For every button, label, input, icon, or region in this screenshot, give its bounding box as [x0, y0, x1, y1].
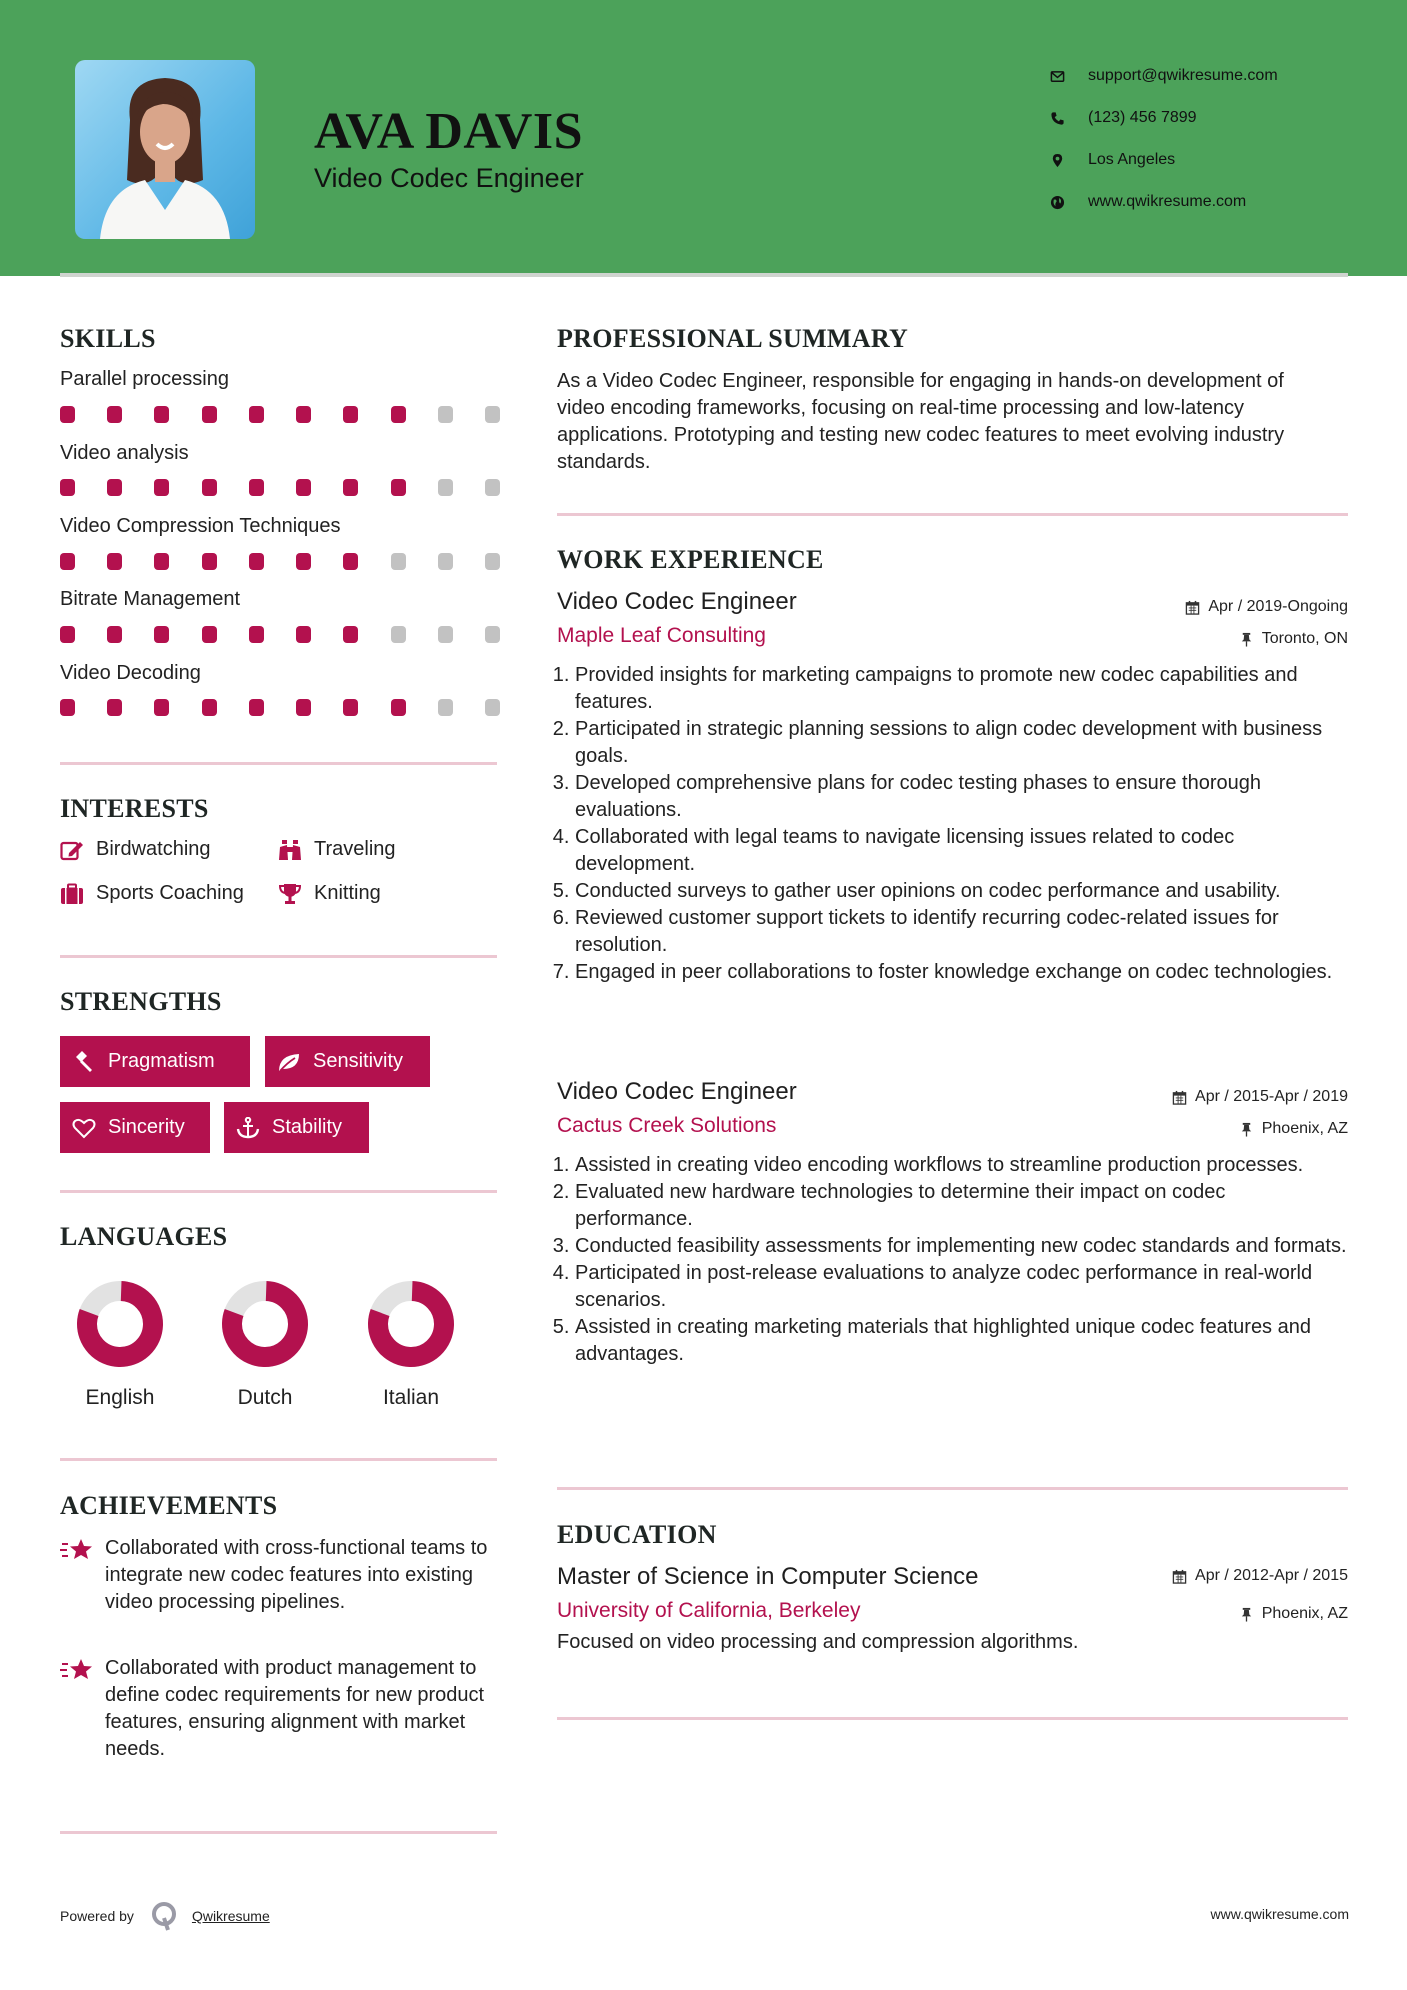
rating-dot-filled — [296, 626, 311, 643]
rating-dot-filled — [107, 626, 122, 643]
rating-dot-filled — [343, 406, 358, 423]
job-entry — [557, 1078, 1348, 1368]
interest-label: Knitting — [314, 882, 381, 904]
rating-dot-filled — [249, 626, 264, 643]
calendar-icon — [1185, 600, 1200, 615]
duty-item: 3. Conducted feasibility assessments for implementing new codec standards and formats. — [575, 1233, 1348, 1260]
rating-dot-filled — [296, 553, 311, 570]
strength-tag — [224, 1102, 369, 1153]
education-entry — [557, 1563, 1348, 1656]
anchor-icon — [236, 1117, 260, 1139]
skill-rating — [60, 479, 500, 496]
profile-photo-image — [75, 60, 255, 239]
rating-dot-empty — [485, 406, 500, 423]
contact-phone — [1050, 97, 1278, 139]
binoculars-icon — [278, 839, 302, 861]
contact-list — [1050, 55, 1278, 223]
company-name: Cactus Creek Solutions — [557, 1114, 777, 1137]
summary-heading: PROFESSIONAL SUMMARY — [557, 324, 909, 353]
achievement-item — [60, 1655, 500, 1763]
strength-label: Pragmatism — [108, 1050, 215, 1072]
pushpin-icon — [1239, 632, 1254, 647]
language-name: Italian — [382, 1386, 440, 1409]
achievement-text: Collaborated with product management to define codec requirements for new product features, ensuring alignment with market needs. — [105, 1657, 485, 1760]
qwikresume-logo-icon — [150, 1900, 178, 1932]
language-donut-chart — [367, 1280, 455, 1368]
rating-dot-filled — [60, 479, 75, 496]
skill-rating — [60, 699, 500, 716]
skill-rating — [60, 626, 500, 643]
rating-dot-filled — [107, 479, 122, 496]
strength-tag — [60, 1036, 250, 1087]
company-name: Maple Leaf Consulting — [557, 624, 766, 647]
rating-dot-empty — [438, 699, 453, 716]
job-dates — [1185, 598, 1348, 616]
rating-dot-empty — [391, 626, 406, 643]
location-text: Los Angeles — [1088, 151, 1176, 168]
rating-dot-filled — [202, 479, 217, 496]
envelope-icon — [1050, 69, 1088, 84]
duty-item: 1. Assisted in creating video encoding workflows to streamline production processes. — [575, 1152, 1348, 1179]
email-link[interactable]: support@qwikresume.com — [1088, 67, 1278, 84]
job-duties-list — [557, 662, 1348, 986]
job-location-text: Phoenix, AZ — [1261, 1120, 1348, 1137]
work-experience-heading: WORK EXPERIENCE — [557, 545, 824, 574]
rating-dot-filled — [249, 406, 264, 423]
rating-dot-empty — [438, 479, 453, 496]
duty-item: 2. Participated in strategic planning sessions to align codec development with business goals. — [575, 716, 1348, 770]
skill-name: Parallel processing — [60, 368, 229, 390]
rating-dot-filled — [154, 699, 169, 716]
interest-label: Traveling — [314, 838, 396, 860]
rating-dot-filled — [391, 406, 406, 423]
section-divider — [60, 1458, 497, 1461]
strength-tag — [265, 1036, 430, 1087]
language-donut-chart — [76, 1280, 164, 1368]
skill-name: Video analysis — [60, 442, 189, 464]
education-description: Focused on video processing and compression algorithms. — [557, 1631, 1079, 1653]
job-dates-text: Apr / 2015-Apr / 2019 — [1195, 1088, 1348, 1105]
duty-item: 5. Conducted surveys to gather user opinions on codec performance and usability. — [575, 878, 1348, 905]
rating-dot-empty — [485, 553, 500, 570]
summary-text: As a Video Codec Engineer, responsible for engaging in hands-on development of video encoding frameworks, focusing on real-time processing and low-latency applications. Prototyping and testing new codec features to meet evolving industry standards. — [557, 370, 1285, 473]
strength-tag — [60, 1102, 210, 1153]
rating-dot-filled — [60, 553, 75, 570]
rating-dot-filled — [249, 699, 264, 716]
rating-dot-filled — [249, 553, 264, 570]
duty-item: 4. Participated in post-release evaluations to analyze codec performance in real-world scenarios. — [575, 1260, 1348, 1314]
rating-dot-empty — [485, 699, 500, 716]
rating-dot-filled — [343, 479, 358, 496]
rating-dot-filled — [60, 406, 75, 423]
pushpin-icon — [1239, 1122, 1254, 1137]
edit-icon — [60, 839, 84, 861]
interest-item — [60, 838, 211, 861]
rating-dot-filled — [391, 479, 406, 496]
language-donut-chart — [221, 1280, 309, 1368]
rating-dot-filled — [202, 553, 217, 570]
section-divider — [60, 762, 497, 765]
rating-dot-filled — [296, 479, 311, 496]
language-name: English — [85, 1386, 155, 1409]
section-divider — [557, 1717, 1348, 1720]
duty-item: 3. Developed comprehensive plans for codec testing phases to ensure thorough evaluations. — [575, 770, 1348, 824]
rating-dot-empty — [438, 626, 453, 643]
rating-dot-filled — [154, 553, 169, 570]
education-dates — [1172, 1567, 1348, 1585]
education-location-text: Phoenix, AZ — [1261, 1605, 1348, 1622]
powered-by-label: Powered by — [60, 1908, 134, 1924]
rating-dot-filled — [202, 699, 217, 716]
job-location-text: Toronto, ON — [1261, 630, 1348, 647]
interest-label: Sports Coaching — [96, 882, 244, 904]
language-item — [65, 1280, 175, 1410]
rating-dot-empty — [485, 626, 500, 643]
skill-name: Video Decoding — [60, 662, 201, 684]
section-divider — [60, 955, 497, 958]
job-title: Video Codec Engineer — [557, 588, 797, 615]
duty-item: 7. Engaged in peer collaborations to foster knowledge exchange on codec technologies. — [575, 959, 1348, 986]
strengths-heading: STRENGTHS — [60, 987, 222, 1016]
rating-dot-filled — [391, 699, 406, 716]
job-location — [1239, 630, 1348, 648]
rating-dot-empty — [485, 479, 500, 496]
rating-dot-filled — [154, 406, 169, 423]
section-divider — [557, 1487, 1348, 1490]
language-name: Dutch — [237, 1386, 293, 1409]
header-divider — [60, 273, 1348, 277]
rating-dot-filled — [202, 626, 217, 643]
leaf-icon — [277, 1051, 301, 1073]
strength-label: Sincerity — [108, 1116, 185, 1138]
phone-icon — [1050, 111, 1088, 126]
interest-item — [278, 882, 381, 905]
interest-item — [278, 838, 396, 861]
achievement-item — [60, 1535, 500, 1616]
calendar-icon — [1172, 1090, 1187, 1105]
globe-icon — [1050, 195, 1088, 210]
rating-dot-filled — [107, 406, 122, 423]
rating-dot-filled — [343, 626, 358, 643]
duty-item: 1. Provided insights for marketing campaigns to promote new codec capabilities and features. — [575, 662, 1348, 716]
profile-photo — [75, 60, 255, 239]
achievements-heading: ACHIEVEMENTS — [60, 1491, 278, 1520]
footer-powered-by — [60, 1900, 270, 1932]
strength-label: Sensitivity — [313, 1050, 404, 1072]
job-duties-list — [557, 1152, 1348, 1368]
rating-dot-filled — [296, 699, 311, 716]
calendar-icon — [1172, 1569, 1187, 1584]
website-link[interactable]: www.qwikresume.com — [1088, 193, 1247, 210]
interests-heading: INTERESTS — [60, 794, 209, 823]
rating-dot-filled — [154, 626, 169, 643]
resume-header — [0, 0, 1407, 276]
skill-rating — [60, 553, 500, 570]
contact-location — [1050, 139, 1278, 181]
footer-website[interactable]: www.qwikresume.com — [1210, 1906, 1349, 1922]
trophy-icon — [278, 883, 302, 905]
rating-dot-filled — [154, 479, 169, 496]
rating-dot-filled — [343, 699, 358, 716]
phone-number[interactable]: (123) 456 7899 — [1088, 109, 1197, 126]
rating-dot-filled — [60, 699, 75, 716]
job-location — [1239, 1120, 1348, 1138]
rating-dot-filled — [296, 406, 311, 423]
achievement-text: Collaborated with cross-functional teams to integrate new codec features into existing video processing pipelines. — [105, 1537, 488, 1613]
shooting-star-icon — [60, 1537, 94, 1563]
rating-dot-filled — [202, 406, 217, 423]
contact-website — [1050, 181, 1278, 223]
candidate-title: Video Codec Engineer — [314, 163, 584, 193]
skill-rating — [60, 406, 500, 423]
education-heading: EDUCATION — [557, 1520, 717, 1549]
shooting-star-icon — [60, 1657, 94, 1683]
languages-heading: LANGUAGES — [60, 1222, 228, 1251]
gavel-icon — [72, 1051, 96, 1073]
school-name: University of California, Berkeley — [557, 1599, 861, 1622]
job-dates — [1172, 1088, 1348, 1106]
rating-dot-filled — [60, 626, 75, 643]
skills-heading: SKILLS — [60, 324, 156, 353]
section-divider — [60, 1831, 497, 1834]
interest-item — [60, 882, 244, 905]
degree-title: Master of Science in Computer Science — [557, 1563, 979, 1590]
education-dates-text: Apr / 2012-Apr / 2015 — [1195, 1567, 1348, 1584]
contact-email — [1050, 55, 1278, 97]
rating-dot-filled — [107, 699, 122, 716]
duty-item: 2. Evaluated new hardware technologies to determine their impact on codec performance. — [575, 1179, 1348, 1233]
section-divider — [557, 513, 1348, 516]
duty-item: 5. Assisted in creating marketing materials that highlighted unique codec features and advantages. — [575, 1314, 1348, 1368]
qwikresume-link[interactable]: Qwikresume — [191, 1908, 270, 1924]
duty-item: 6. Reviewed customer support tickets to identify recurring codec-related issues for resolution. — [575, 905, 1348, 959]
rating-dot-filled — [107, 553, 122, 570]
language-item — [210, 1280, 320, 1410]
job-title: Video Codec Engineer — [557, 1078, 797, 1105]
map-marker-icon — [1050, 153, 1088, 168]
pushpin-icon — [1239, 1607, 1254, 1622]
candidate-name: AVA DAVIS — [314, 103, 583, 160]
strength-label: Stability — [272, 1116, 343, 1138]
section-divider — [60, 1190, 497, 1193]
duty-item: 4. Collaborated with legal teams to navigate licensing issues related to codec development. — [575, 824, 1348, 878]
heart-icon — [72, 1117, 96, 1139]
briefcase-icon — [60, 883, 84, 905]
skill-name: Bitrate Management — [60, 588, 241, 610]
rating-dot-filled — [343, 553, 358, 570]
education-location — [1239, 1605, 1348, 1623]
skill-name: Video Compression Techniques — [60, 515, 341, 537]
job-dates-text: Apr / 2019-Ongoing — [1208, 598, 1348, 615]
rating-dot-empty — [438, 553, 453, 570]
language-item — [356, 1280, 466, 1410]
rating-dot-filled — [249, 479, 264, 496]
rating-dot-empty — [391, 553, 406, 570]
rating-dot-empty — [438, 406, 453, 423]
interest-label: Birdwatching — [96, 838, 211, 860]
